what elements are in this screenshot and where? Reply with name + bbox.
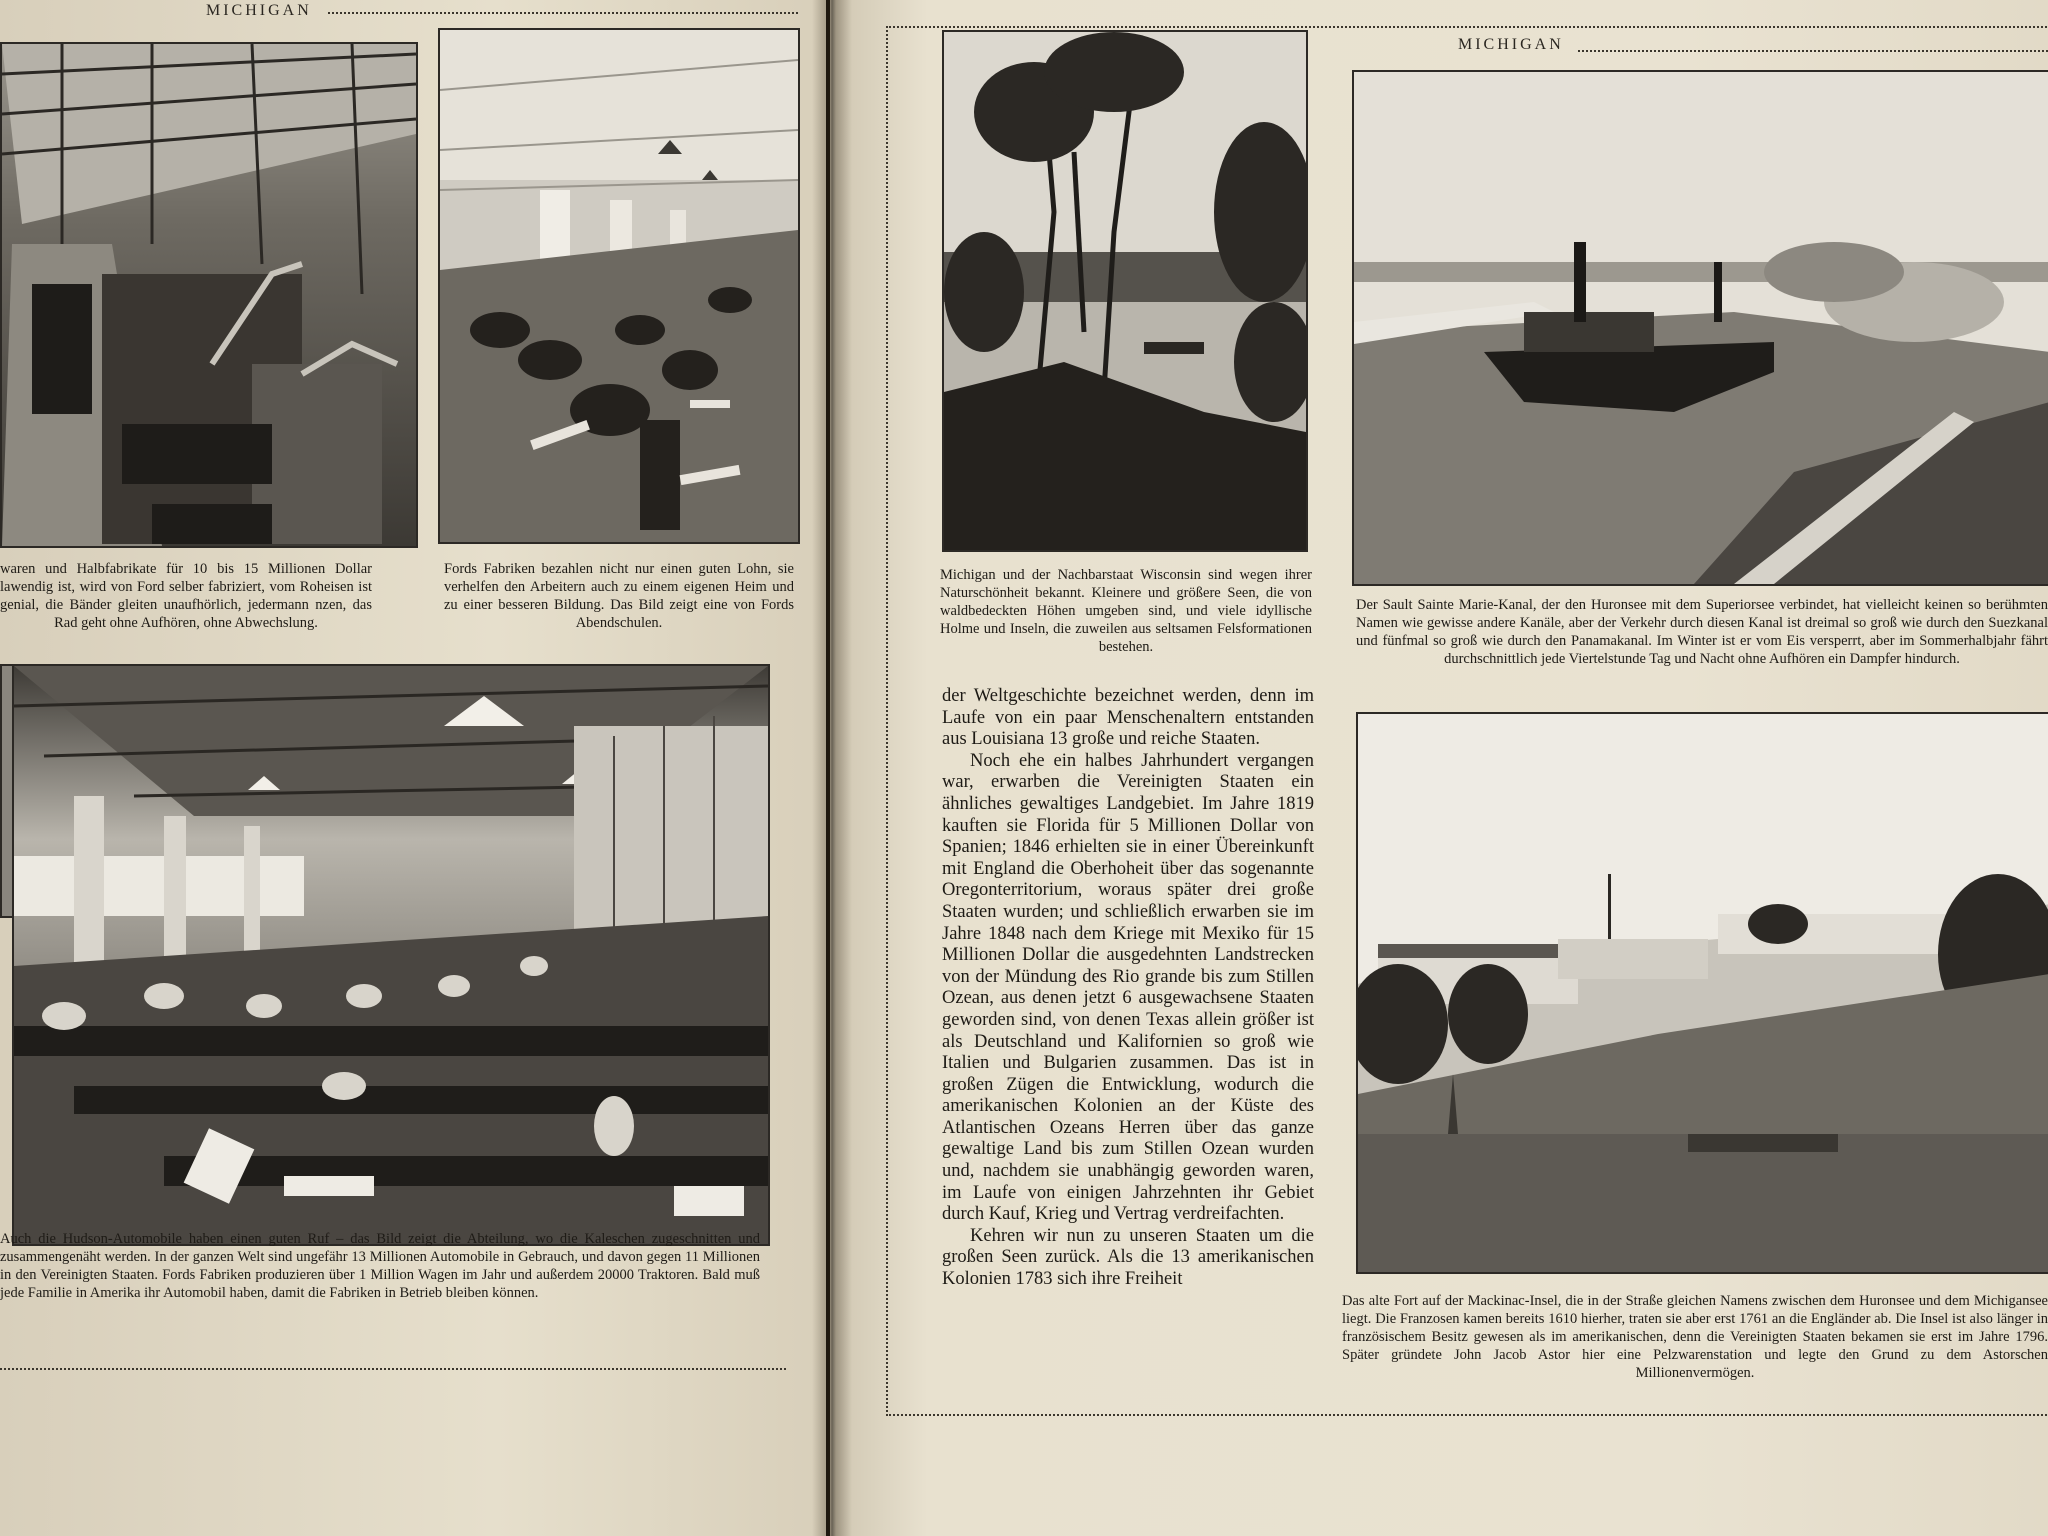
left-head-rule	[328, 12, 798, 14]
left-bottom-rule	[0, 1368, 786, 1370]
photo-factory-hall	[0, 42, 418, 548]
caption-lake-wisconsin: Michigan und der Nachbarstaat Wisconsin sind wegen ihrer Naturschönheit bekannt. Kleinere und größere Seen, die von waldbedeckten Höhen umgeben sind, und viele idyllische Holme und Inseln, die zuweilen aus seltsamen Felsformationen bestehen.	[940, 567, 1312, 655]
right-running-head: MICHIGAN	[1458, 36, 1564, 53]
article-paragraph-3: Kehren wir nun zu unseren Staaten um die großen Seen zurück. Als die 13 amerikanischen Kolonien 1783 sich ihre Freiheit	[942, 1225, 1314, 1290]
article-body	[942, 686, 1314, 1291]
photo-lake-wisconsin	[942, 30, 1308, 552]
caption-evening-school: Fords Fabriken bezahlen nicht nur einen guten Lohn, sie verhelfen den Arbeitern auch zu einem eigenen Heim und zu einer besseren Bildung. Das Bild zeigt eine von Fords Abendschulen.	[444, 561, 794, 631]
right-page	[830, 0, 2048, 1536]
book-gutter	[812, 0, 852, 1536]
caption-factory-hall: waren und Halbfabrikate für 10 bis 15 Millionen Dollar lawendig ist, wird von Ford selber fabriziert, vom Roheisen ist genial, die Bänder gleiten unaufhörlich, jedermann nzen, das Rad geht ohne Aufhören, ohne Abwechslung.	[0, 561, 372, 631]
left-running-head: MICHIGAN	[206, 2, 312, 19]
photo-evening-school	[438, 28, 800, 544]
caption-sault-canal: Der Sault Sainte Marie-Kanal, der den Huronsee mit dem Superiorsee verbindet, hat vielleicht keinen so berühmten Namen wie gewisse andere Kanäle, aber der Verkehr durch diesen Kanal ist dreimal so groß wie durch den Suezkanal und fünfmal so groß wie durch den Panamakanal. Im Winter ist er vom Eis versperrt, aber im Sommerhalbjahr fährt durchschnittlich jede Viertelstunde Tag und Nacht ohne Aufhören ein Dampfer hindurch.	[1356, 597, 2048, 667]
caption-mackinac-fort: Das alte Fort auf der Mackinac-Insel, die in der Straße gleichen Namens zwischen dem Huronsee und dem Michigansee liegt. Die Franzosen kamen bereits 1610 hierher, traten sie aber erst 1761 an die Engländer ab. Die Insel ist also länger in französischem Besitz gewesen als im amerikanischen, denn die Vereinigten Staaten bekamen sie erst im Jahre 1796. Später gründete John Jacob Astor hier eine Pelzwarenstation und legte den Grund zu dem Astorschen Millionenvermögen.	[1342, 1293, 2048, 1381]
photo-hudson-sewing	[12, 664, 770, 1246]
article-paragraph-2: Noch ehe ein halbes Jahrhundert vergangen war, erwarben die Vereinigten Staaten ein ähnliches gewaltiges Landgebiet. Im Jahre 1819 kauften sie Florida für 5 Millionen Dollar von Spanien; 1846 erhielten sie in einer Übereinkunft mit England die Oberhoheit über das sogenannte Oregonterritorium, woraus später drei große Staaten wurden; und schließlich erwarben sie im Jahre 1848 nach dem Kriege mit Mexiko für 15 Millionen Dollar die ausgedehnten Landstrecken von der Mündung des Rio grande bis zum Stillen Ozean, aus denen jetzt 6 ausgewachsene Staaten geworden sind, von denen Texas allein größer ist als Deutschland und Kalifornien so groß wie Italien und Bulgarien zusammen. Das ist in großen Zügen die Entwicklung, wodurch die amerikanischen Kolonien an der Küste des Atlantischen Ozeans Herren über das ganze gewaltige Land bis zum Stillen Ozean wurden und, nachdem sie unabhängig geworden waren, im Laufe von einigen Jahrzehnten ihr Gebiet durch Kauf, Krieg und Vertrag verdreifachten.	[942, 750, 1314, 1225]
article-paragraph-1: der Weltgeschichte bezeichnet werden, denn im Laufe von ein paar Menschenaltern entstanden aus Louisiana 13 große und reiche Staaten.	[942, 686, 1314, 750]
right-head-rule	[1578, 50, 2048, 52]
photo-mackinac-fort	[1356, 712, 2048, 1274]
left-page	[0, 0, 826, 1536]
caption-hudson-sewing: Auch die Hudson-Automobile haben einen guten Ruf – das Bild zeigt die Abteilung, wo die Kaleschen zugeschnitten und zusammengenäht werden. In der ganzen Welt sind ungefähr 13 Millionen Automobile in Gebrauch, und davon gegen 11 Millionen in den Vereinigten Staaten. Fords Fabriken produzieren über 1 Million Wagen im Jahr und außerdem 20000 Traktoren. Bald muß jede Familie in Amerika ihr Automobil haben, damit die Fabriken in Betrieb bleiben können.	[0, 1231, 760, 1301]
photo-sault-canal	[1352, 70, 2048, 586]
